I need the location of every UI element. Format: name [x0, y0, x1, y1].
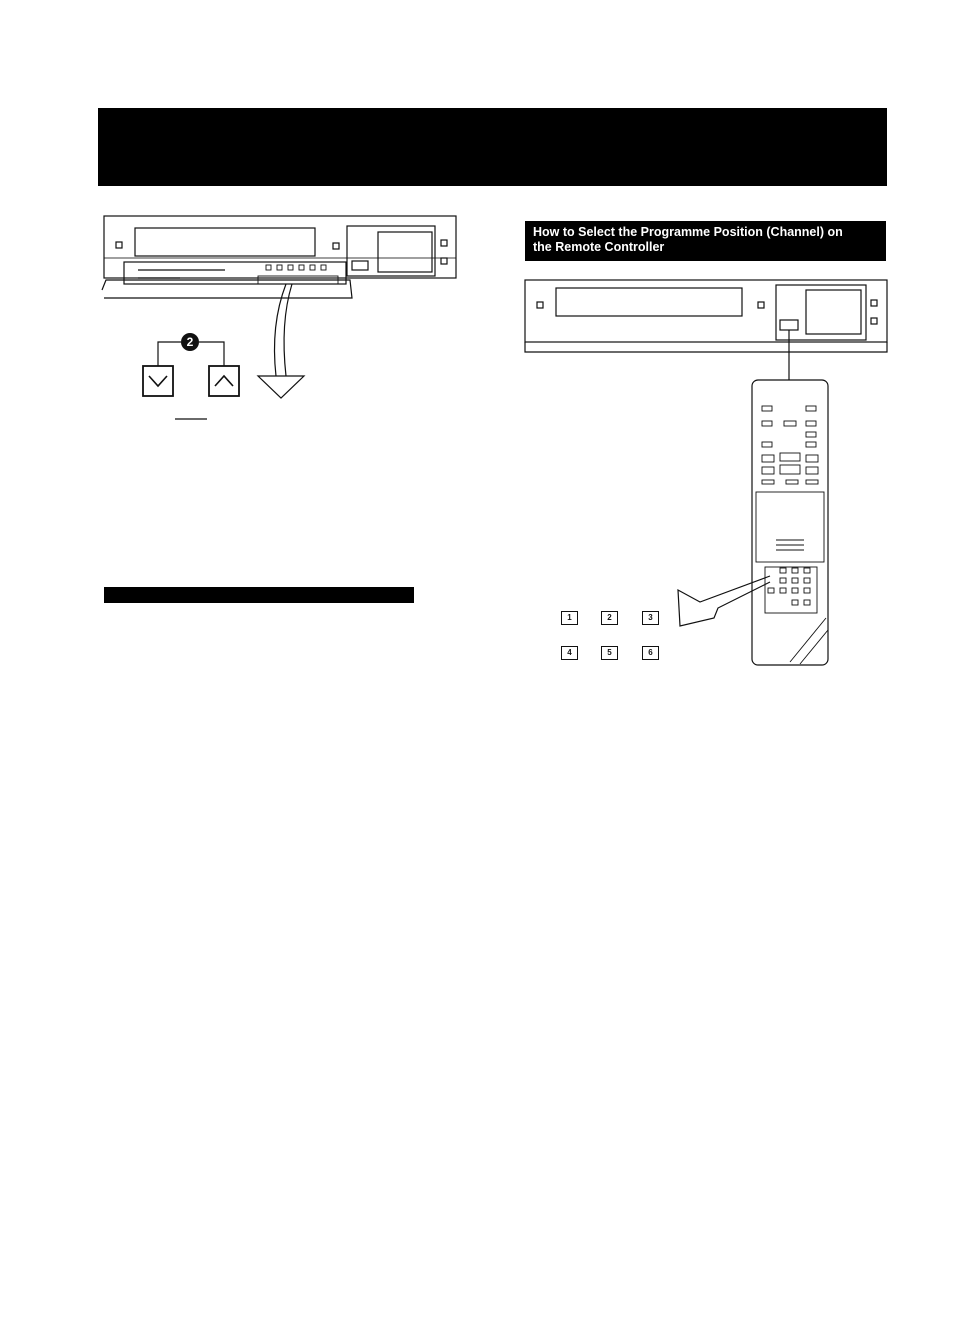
- remote-section-heading-line1: How to Select the Programme Position (Channel) on: [533, 225, 843, 239]
- number-key-6: 6: [642, 646, 659, 660]
- number-key-2: 2: [601, 611, 618, 625]
- number-key-5: 5: [601, 646, 618, 660]
- remote-section-heading-line2: the Remote Controller: [533, 240, 665, 254]
- number-key-4: 4: [561, 646, 578, 660]
- step-marker-number: 2: [186, 335, 194, 349]
- number-key-1: 1: [561, 611, 578, 625]
- number-key-3: 3: [642, 611, 659, 625]
